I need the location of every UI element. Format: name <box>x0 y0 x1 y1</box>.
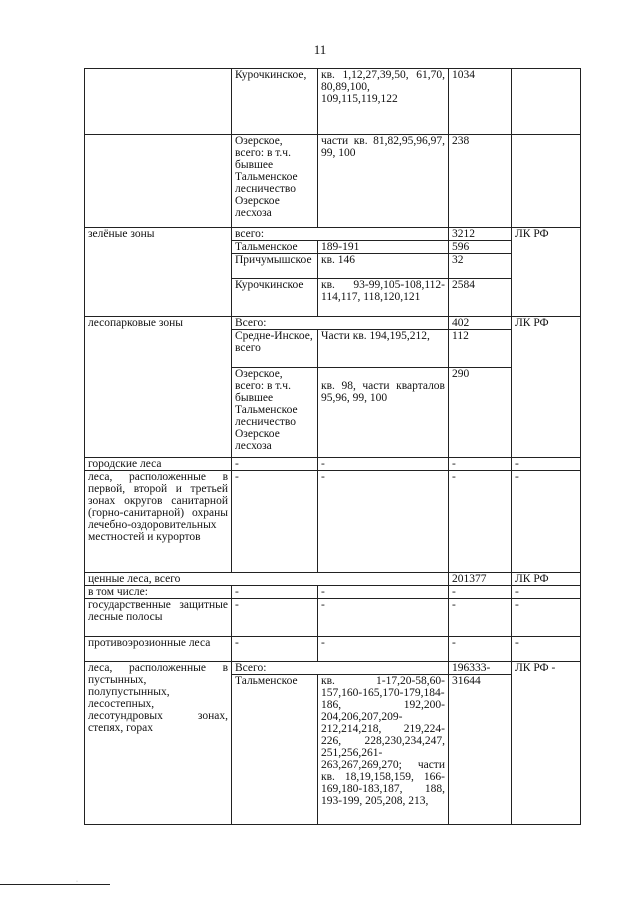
quarters-cell: 189-191 <box>318 241 449 254</box>
table-row <box>85 637 581 662</box>
area-cell: 196333- <box>449 662 512 675</box>
basis-cell: ЛК РФ - <box>512 662 581 825</box>
forestry-cell: Курочкинское <box>232 279 318 317</box>
quarters-cell: - <box>318 599 449 637</box>
forestry-cell: - <box>232 586 318 599</box>
area-cell: 596 <box>449 241 512 254</box>
table-row <box>85 586 581 599</box>
table-row <box>85 471 581 573</box>
quarters-cell: кв. 146 <box>318 254 449 279</box>
footnote-mark: · <box>76 879 78 885</box>
forestry-cell: - <box>232 458 318 471</box>
quarters-cell: части кв. 81,82,95,96,97, 99, 100 <box>318 135 449 228</box>
forestry-cell: Тальменское <box>232 241 318 254</box>
area-cell: 201377 <box>449 573 512 586</box>
forestry-cell: - <box>232 599 318 637</box>
table-row <box>85 599 581 637</box>
forestry-cell: Всего: <box>232 662 449 675</box>
forestry-cell: - <box>232 471 318 573</box>
table-row <box>85 458 581 471</box>
quarters-cell: кв. 1,12,27,39,50, 61,70, 80,89,100, 109,115,119,122 <box>318 69 449 135</box>
basis-cell: - <box>512 458 581 471</box>
basis-cell <box>512 135 581 228</box>
quarters-cell: - <box>318 637 449 662</box>
area-cell: 290 <box>449 368 512 458</box>
forestry-cell: - <box>232 637 318 662</box>
area-cell: 238 <box>449 135 512 228</box>
quarters-cell: кв. 93-99,105-108,112-114,117, 118,120,121 <box>318 279 449 317</box>
quarters-cell: - <box>318 471 449 573</box>
basis-cell: ЛК РФ <box>512 228 581 317</box>
basis-cell: ЛК РФ <box>512 573 581 586</box>
basis-cell: - <box>512 586 581 599</box>
forestry-cell: Озерское, всего: в т.ч. бывшее Тальменское лесничество Озерское лесхоза <box>232 368 318 458</box>
category-cell: ценные леса, всего <box>85 573 449 586</box>
area-cell: 31644 <box>449 675 512 825</box>
category-cell: леса, расположенные в пустынных, полупустынных, лесостепных, лесотундровых зонах, степях, горах <box>85 662 232 825</box>
area-cell: 32 <box>449 254 512 279</box>
area-cell: 402 <box>449 317 512 330</box>
page-number: 11 <box>313 42 327 57</box>
forestry-cell: Всего: <box>232 317 449 330</box>
area-cell: 2584 <box>449 279 512 317</box>
table-row <box>85 662 581 675</box>
category-cell: лесопарковые зоны <box>85 317 232 458</box>
basis-cell: - <box>512 471 581 573</box>
quarters-cell: - <box>318 458 449 471</box>
category-cell: государственные защитные лесные полосы <box>85 599 232 637</box>
forestry-cell: Тальменское <box>232 675 318 825</box>
footnote-separator <box>0 884 110 885</box>
category-cell: противоэрозионные леса <box>85 637 232 662</box>
table-row <box>85 573 581 586</box>
area-cell: 1034 <box>449 69 512 135</box>
quarters-cell: кв. 98, части кварталов 95,96, 99, 100 <box>318 368 449 458</box>
area-cell: - <box>449 471 512 573</box>
quarters-cell: Части кв. 194,195,212, <box>318 330 449 368</box>
quarters-cell: - <box>318 586 449 599</box>
basis-cell: - <box>512 637 581 662</box>
quarters-cell: кв. 1-17,20-58,60-157,160-165,170-179,184-186, 192,200-204,206,207,209-212,214,218, 219,224-226, 228,230,234,247, 251,256,261-263,267,269,270; части кв. 18,19,158,159, 166-169,180-183,187, 188, 193-199, 205,208, 213, <box>318 675 449 825</box>
table-row <box>85 317 581 330</box>
category-cell: городские леса <box>85 458 232 471</box>
area-cell: - <box>449 637 512 662</box>
category-cell: в том числе: <box>85 586 232 599</box>
forestry-cell: Курочкинское, <box>232 69 318 135</box>
area-cell: 3212 <box>449 228 512 241</box>
forestry-cell: Средне-Инское, всего <box>232 330 318 368</box>
basis-cell: ЛК РФ <box>512 317 581 458</box>
forestry-cell: всего: <box>232 228 449 241</box>
area-cell: - <box>449 586 512 599</box>
category-cell: леса, расположенные в первой, второй и третьей зонах округов санитарной (горно-санитарной) охраны лечебно-оздоровительных местностей и курортов <box>85 471 232 573</box>
forestry-cell: Причумышское <box>232 254 318 279</box>
basis-cell: - <box>512 599 581 637</box>
forest-zones-table <box>84 68 581 825</box>
area-cell: - <box>449 458 512 471</box>
category-cell: зелёные зоны <box>85 228 232 317</box>
basis-cell <box>512 69 581 135</box>
table-row <box>85 135 581 228</box>
table-row <box>85 69 581 135</box>
forestry-cell: Озерское, всего: в т.ч. бывшее Тальменское лесничество Озерское лесхоза <box>232 135 318 228</box>
area-cell: 112 <box>449 330 512 368</box>
category-cell <box>85 69 232 135</box>
table-row <box>85 228 581 241</box>
category-cell <box>85 135 232 228</box>
area-cell: - <box>449 599 512 637</box>
